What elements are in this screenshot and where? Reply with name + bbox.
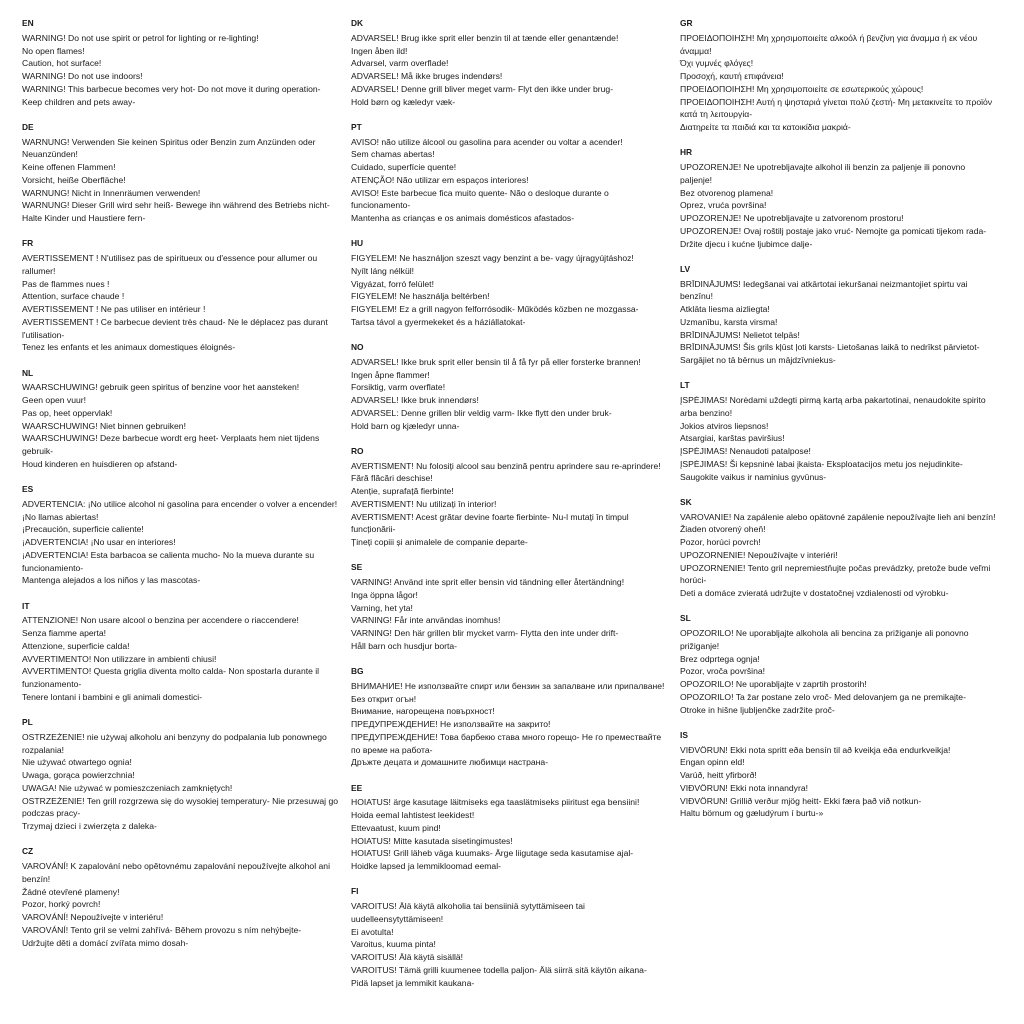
- warning-line: Udržujte děti a domácí zvířata mimo dosah-: [22, 937, 189, 948]
- language-code-heading: IS: [680, 729, 688, 740]
- warning-line: Halte Kinder und Haustiere fern-: [22, 213, 146, 223]
- warning-line: Nie używać otwartego ognia!: [22, 757, 132, 768]
- warning-line: UPOZORENJE! Ne upotrebljavajte u zatvorenom prostoru!: [680, 213, 904, 223]
- warning-line: Hold barn og kjæledyr unna-: [351, 420, 460, 431]
- language-code-heading: HU: [351, 238, 364, 249]
- warning-line: Varoitus, kuuma pinta!: [351, 939, 436, 950]
- warning-line: AVISO! não utilize álcool ou gasolina para acender ou voltar a acender!: [351, 136, 623, 147]
- language-section: [22, 121, 340, 225]
- warning-line: ΠΡΟΕΙΔΟΠΟΙΗΣΗ! Μη χρησιμοποιείτε αλκοόλ ή βενζίνη για άναμμα ή εκ νέου άναμμα!: [680, 32, 978, 56]
- warning-line: UWAGA! Nie używać w pomieszczeniach zamkniętych!: [22, 782, 233, 793]
- warning-line: Håll barn och husdjur borta-: [351, 640, 458, 651]
- warning-line: VARNING! Använd inte sprit eller bensin vid tändning eller återtändning!: [351, 577, 625, 587]
- warning-line: HOIATUS! Grill läheb väga kuumaks- Ärge liigutage seda kasutamise ajal-: [351, 848, 634, 859]
- language-section: [351, 665, 669, 769]
- warning-line: Pas de flammes nues !: [22, 278, 110, 289]
- warning-line: Без открит огън!: [351, 693, 417, 704]
- warning-line: Žádné otevřené plameny!: [22, 886, 120, 897]
- warning-line: AVERTISSEMENT ! Ce barbecue devient très chaud- Ne le déplacez pas durant l'utilisation-: [22, 316, 328, 340]
- warning-line: Țineți copiii și animalele de companie departe-: [351, 537, 528, 547]
- warning-line: AVVERTIMENTO! Non utilizzare in ambienti chiusi!: [22, 653, 217, 664]
- warning-line: AVERTISMENT! Nu folosiți alcool sau benzină pentru aprindere sau re-aprindere!: [351, 460, 661, 471]
- warning-line: ¡ADVERTENCIA! Esta barbacoa se calienta mucho- No la mueva durante su funcionamiento-: [22, 549, 315, 573]
- warning-line: AVERTISSEMENT ! Ne pas utiliser en intérieur !: [22, 304, 206, 314]
- language-code-heading: SL: [680, 613, 691, 624]
- language-section: [680, 729, 998, 820]
- warning-line: Bez otvorenog plamena!: [680, 187, 774, 198]
- language-section: [22, 845, 340, 949]
- warning-line: Όχι γυμνές φλόγες!: [680, 58, 754, 69]
- warning-line: ADVARSEL! Brug ikke sprit eller benzin til at tænde eller genantænde!: [351, 32, 619, 43]
- warning-line: HOIATUS! Mitte kasutada sisetingimustes!: [351, 835, 513, 846]
- column-1: [22, 17, 340, 962]
- language-code-heading: LV: [680, 263, 691, 274]
- warning-line: AVERTISMENT! Nu utilizați în interior!: [351, 498, 497, 509]
- warning-line: OPOZORILO! Ta žar postane zelo vroč- Med delovanjem ga ne premikajte-: [680, 691, 966, 702]
- warning-line: Engan opinn eld!: [680, 757, 745, 768]
- warning-line: ADVARSEL! Ikke bruk sprit eller bensin til å få fyr på eller forsterke brannen!: [351, 356, 641, 367]
- warning-line: Nyílt láng nélkül!: [351, 265, 415, 276]
- warning-line: VIÐVÖRUN! Ekki nota spritt eða bensín til að kveikja eða endurkveikja!: [680, 744, 951, 755]
- warning-line: FIGYELEM! Ne használjon szeszt vagy benzint a be- vagy újragyújtáshoz!: [351, 253, 634, 263]
- warning-line: OSTRZEŻENIE! nie używaj alkoholu ani benzyny do podpalania lub ponownego rozpalania!: [22, 731, 327, 755]
- language-code-heading: NO: [351, 342, 364, 352]
- warning-line: Διατηρείτε τα παιδιά και τα κατοικίδια μακριά-: [680, 122, 851, 132]
- warning-line: WARNUNG! Verwenden Sie keinen Spiritus oder Benzin zum Anzünden oder Neuanzünden!: [22, 136, 316, 160]
- language-code-heading: LT: [680, 380, 690, 391]
- language-code-heading: FI: [351, 886, 359, 897]
- warning-line: ПРЕДУПРЕЖДЕНИЕ! Това барбекю става много горещо- Не го премествайте по време на работа-: [351, 731, 662, 755]
- warning-line: UPOZORENJE! Ne upotrebljavajte alkohol ili benzin za paljenje ili ponovno paljenje!: [680, 162, 966, 185]
- warning-line: Varning, het yta!: [351, 602, 413, 613]
- language-section: [680, 612, 998, 716]
- language-section: [22, 716, 340, 833]
- language-section: [351, 17, 669, 108]
- warning-line: VAROVÁNÍ! Nepoužívejte v interiéru!: [22, 912, 164, 922]
- warning-line: WARNUNG! Dieser Grill wird sehr heiß- Bewege ihn während des Betriebs nicht-: [22, 200, 330, 211]
- warning-line: Keine offenen Flammen!: [22, 162, 116, 172]
- language-code-heading: EE: [351, 782, 363, 793]
- language-section: [680, 496, 998, 600]
- warning-line: VAROITUS! Älä käytä sisällä!: [351, 952, 464, 962]
- warning-line: No open flames!: [22, 45, 85, 56]
- warning-line: Sargājiet no tā bērnus un mājdzīvniekus-: [680, 355, 836, 365]
- warning-line: Sem chamas abertas!: [351, 149, 435, 160]
- language-code-heading: BG: [351, 666, 364, 676]
- warning-line: Geen open vuur!: [22, 395, 87, 405]
- warning-line: VIÐVÖRUN! Grillið verður mjög heitt- Ekki færa það við notkun-: [680, 795, 922, 806]
- warning-line: AVVERTIMENTO! Questa griglia diventa molto calda- Non spostarla durante il funzionamento-: [22, 666, 320, 689]
- warning-line: Houd kinderen en huisdieren op afstand-: [22, 458, 178, 469]
- warning-line: Atklāta liesma aizliegta!: [680, 304, 770, 314]
- warning-line: VAROITUS! Tämä grilli kuumenee todella paljon- Älä siirrä sitä käytön aikana-: [351, 964, 647, 975]
- warning-line: Varúð, heitt yfirborð!: [680, 770, 757, 780]
- warning-line: VAROITUS! Älä käytä alkoholia tai bensiiniä sytyttämiseen tai uudelleensytyttämiseen!: [351, 901, 585, 924]
- warning-line: Brez odprtega ognja!: [680, 653, 760, 664]
- language-code-heading: RO: [351, 445, 364, 456]
- warning-line: WAARSCHUWING! Niet binnen gebruiken!: [22, 420, 186, 431]
- warning-line: Držite djecu i kućne ljubimce dalje-: [680, 238, 813, 249]
- warning-line: UPOZORNENIE! Tento gril nepremiestňujte počas prevádzky, pretože bude veľmi horúci-: [680, 562, 991, 586]
- warning-line: Pidä lapset ja lemmikit kaukana-: [351, 977, 475, 988]
- warning-line: WARNING! Do not use spirit or petrol for lighting or re-lighting!: [22, 32, 259, 43]
- warning-line: Inga öppna lågor!: [351, 589, 418, 600]
- warning-line: Attention, surface chaude !: [22, 291, 125, 302]
- warning-line: ADVARSEL! Ikke bruk innendørs!: [351, 395, 479, 405]
- warning-line: Προσοχή, καυτή επιφάνεια!: [680, 71, 784, 81]
- warning-line: Ei avotulta!: [351, 926, 394, 937]
- warning-line: Atenție, suprafață fierbinte!: [351, 486, 454, 496]
- language-section: [680, 146, 998, 250]
- warning-line: Ettevaatust, kuum pind!: [351, 822, 441, 833]
- warning-line: Senza fiamme aperta!: [22, 628, 107, 638]
- warning-line: OPOZORILO! Ne uporabljajte alkohola ali bencina za prižiganje ali ponovno prižiganje!: [680, 628, 969, 651]
- warning-line: Forsiktig, varm overflate!: [351, 382, 446, 393]
- warning-line: Pozor, horúci povrch!: [680, 537, 761, 547]
- warning-line: Keep children and pets away-: [22, 96, 136, 107]
- warning-line: Cuidado, superfície quente!: [351, 162, 457, 172]
- warning-line: Pozor, vroča površina!: [680, 666, 766, 677]
- warning-line: ΠΡΟΕΙΔΟΠΟΙΗΣΗ! Μη χρησιμοποιείτε σε εσωτερικούς χώρους!: [680, 83, 924, 94]
- warning-line: ADVERTENCIA: ¡No utilice alcohol ni gasolina para encender o volver a encender!: [22, 498, 338, 509]
- warning-line: Advarsel, varm overflade!: [351, 58, 449, 69]
- warning-line: AVERTISSEMENT ! N'utilisez pas de spiritueux ou d'essence pour allumer ou rallumer!: [22, 253, 318, 276]
- warning-line: Mantenha as crianças e os animais domésticos afastados-: [351, 213, 575, 223]
- column-3: [680, 17, 998, 833]
- warning-line: ΠΡΟΕΙΔΟΠΟΙΗΣΗ! Αυτή η ψησταριά γίνεται πολύ ζεστή- Μη μετακινείτε το προϊόν κατά τη λειτουργία-: [680, 96, 993, 120]
- warning-line: Atsargiai, karštas paviršius!: [680, 433, 785, 444]
- warning-line: Vorsicht, heiße Oberfläche!: [22, 174, 126, 185]
- warning-line: Pozor, horký povrch!: [22, 899, 101, 910]
- warning-line: BRĪDINĀJUMS! Iedegšanai vai atkārtotai iekuršanai neizmantojiet spirtu vai benzīnu!: [680, 278, 968, 302]
- language-section: [22, 17, 340, 108]
- language-code-heading: NL: [22, 367, 34, 378]
- warning-line: ¡Precaución, superficie caliente!: [22, 524, 144, 535]
- warning-line: FIGYELEM! Ne használja beltérben!: [351, 291, 490, 302]
- warning-line: BRĪDINĀJUMS! Nelietot telpās!: [680, 329, 800, 340]
- language-code-heading: ES: [22, 484, 34, 494]
- warning-line: WAARSCHUWING! gebruik geen spiritus of benzine voor het aansteken!: [22, 382, 300, 393]
- warning-line: WAARSCHUWING! Deze barbecue wordt erg heet- Verplaats hem niet tijdens gebruik-: [22, 433, 320, 456]
- warning-line: Uwaga, gorąca powierzchnia!: [22, 770, 135, 780]
- language-section: [22, 237, 340, 354]
- warning-line: Ingen åpne flammer!: [351, 369, 430, 380]
- language-section: [351, 341, 669, 432]
- warning-line: Uzmanību, karsta virsma!: [680, 316, 778, 327]
- warning-line: WARNUNG! Nicht in Innenräumen verwenden!: [22, 187, 201, 198]
- warning-line: AVISO! Este barbecue fica muito quente- Não o desloque durante o funcionamento-: [351, 187, 609, 211]
- warning-line: ĮSPĖJIMAS! Ši kepsninė labai įkaista- Eksploatacijos metu jos nejudinkite-: [680, 458, 963, 469]
- warning-line: WARNING! Do not use indoors!: [22, 71, 143, 81]
- warning-line: UPOZORNENIE! Nepoužívajte v interiéri!: [680, 549, 838, 560]
- warning-line: OSTRZEŻENIE! Ten grill rozgrzewa się do wysokiej temperatury- Nie przesuwaj go podczas pracy-: [22, 795, 339, 819]
- warning-line: Jokios atviros liepsnos!: [680, 420, 769, 431]
- warning-line: Žiaden otvorený oheň!: [680, 524, 766, 535]
- language-section: [351, 237, 669, 328]
- column-2: [351, 17, 669, 1002]
- warning-line: Pas op, heet oppervlak!: [22, 407, 113, 418]
- warning-line: BRĪDINĀJUMS! Šis grils kļūst ļoti karsts- Lietošanas laikā to nedrīkst pārvietot-: [680, 342, 980, 353]
- language-section: [680, 263, 998, 367]
- warning-line: ¡No llamas abiertas!: [22, 511, 99, 522]
- warning-line: ĮSPĖJIMAS! Norėdami uždegti pirmą kartą arba pakartotinai, nenaudokite spirito arba benzino!: [680, 395, 986, 418]
- warning-line: OPOZORILO! Ne uporabljajte v zaprtih prostorih!: [680, 679, 867, 689]
- warning-line: Внимание, нагорещена повърхност!: [351, 706, 495, 717]
- language-section: [680, 17, 998, 134]
- warning-line: Hoida eemal lahtistest leekidest!: [351, 810, 475, 820]
- language-code-heading: HR: [680, 147, 693, 158]
- language-code-heading: DK: [351, 18, 364, 28]
- warning-line: ATENÇÃO! Não utilizar em espaços interiores!: [351, 174, 529, 185]
- warning-line: Otroke in hišne ljubljenčke zadržite proč-: [680, 704, 835, 715]
- warning-line: VIÐVÖRUN! Ekki nota innandyra!: [680, 782, 809, 793]
- warning-line: ADVARSEL: Denne grillen blir veldig varm- Ikke flytt den under bruk-: [351, 407, 612, 418]
- language-code-heading: DE: [22, 121, 34, 132]
- warning-line: Attenzione, superficie calda!: [22, 640, 130, 651]
- language-code-heading: GR: [680, 18, 693, 28]
- warning-line: Ingen åben ild!: [351, 45, 408, 56]
- language-code-heading: FR: [22, 238, 34, 249]
- warning-line: ATTENZIONE! Non usare alcool o benzina per accendere o riaccendere!: [22, 615, 299, 626]
- warning-line: VAROVANIE! Na zapálenie alebo opätovné zapálenie nepoužívajte lieh ani benzín!: [680, 511, 996, 522]
- warning-line: VARNING! Får inte användas inomhus!: [351, 615, 501, 626]
- language-code-heading: IT: [22, 600, 30, 611]
- language-section: [351, 885, 669, 989]
- warning-line: VAROVÁNÍ! Tento gril se velmi zahřívá- Během provozu s ním nehýbejte-: [22, 924, 302, 935]
- language-section: [22, 367, 340, 471]
- language-code-heading: EN: [22, 18, 34, 28]
- language-section: [351, 782, 669, 873]
- warning-line: Vigyázat, forró felület!: [351, 278, 434, 289]
- warning-line: ПРЕДУПРЕЖДЕНИЕ! Не използвайте на закрито!: [351, 719, 551, 729]
- warning-line: Caution, hot surface!: [22, 58, 102, 69]
- warning-line: Trzymaj dzieci i zwierzęta z daleka-: [22, 821, 157, 831]
- warning-line: HOIATUS! ärge kasutage läitmiseks ega taaslätmiseks piiritust ega bensiini!: [351, 797, 640, 808]
- warning-line: ĮSPĖJIMAS! Nenaudoti patalpose!: [680, 446, 811, 456]
- language-code-heading: SE: [351, 562, 363, 573]
- warning-line: VARNING! Den här grillen blir mycket varm- Flytta den inte under drift-: [351, 628, 619, 638]
- warning-line: ВНИМАНИЕ! Не използвайте спирт или бензин за запалване или припалване!: [351, 680, 665, 691]
- language-section: [680, 379, 998, 483]
- warning-line: VAROVÁNÍ! K zapalování nebo opětovnému zapalování nepoužívejte alkohol ani benzín!: [22, 861, 330, 884]
- language-code-heading: PL: [22, 717, 33, 727]
- language-section: [351, 121, 669, 225]
- warning-line: Oprez, vruća površina!: [680, 200, 767, 211]
- language-code-heading: CZ: [22, 846, 34, 857]
- warning-line: Saugokite vaikus ir naminius gyvūnus-: [680, 471, 827, 482]
- warning-line: Дръжте децата и домашните любимци настрана-: [351, 757, 549, 768]
- language-section: [22, 483, 340, 587]
- warning-line: UPOZORENJE! Ovaj roštilj postaje jako vruć- Nemojte ga pomicati tijekom rada-: [680, 225, 987, 236]
- warning-line: ADVARSEL! Denne grill bliver meget varm- Flyt den ikke under brug-: [351, 83, 614, 94]
- warning-line: Tartsa távol a gyermekeket és a háziállatokat-: [351, 316, 526, 327]
- warning-line: Hoidke lapsed ja lemmikloomad eemal-: [351, 861, 501, 871]
- language-section: [351, 561, 669, 652]
- language-section: [351, 445, 669, 549]
- warning-line: Mantenga alejados a los niños y las mascotas-: [22, 575, 201, 586]
- language-section: [22, 600, 340, 704]
- warning-line: ¡ADVERTENCIA! ¡No usar en interiores!: [22, 537, 176, 547]
- warning-line: Fără flăcări deschise!: [351, 473, 433, 484]
- warning-line: FIGYELEM! Ez a grill nagyon felforrósodik- Működés közben ne mozgassa-: [351, 304, 639, 314]
- warning-line: Hold børn og kæledyr væk-: [351, 96, 456, 107]
- warning-line: AVERTISMENT! Acest grătar devine foarte fierbinte- Nu-l mutați în timpul funcționării-: [351, 511, 629, 535]
- language-code-heading: SK: [680, 496, 692, 507]
- warning-line: Deti a domáce zvieratá udržujte v dostatočnej vzdialenosti od výrobku-: [680, 588, 949, 598]
- warning-line: Tenere lontani i bambini e gli animali domestici-: [22, 691, 203, 702]
- warning-line: ADVARSEL! Må ikke bruges indendørs!: [351, 71, 503, 81]
- warning-line: WARNING! This barbecue becomes very hot- Do not move it during operation-: [22, 83, 321, 94]
- warning-line: Tenez les enfants et les animaux domestiques éloignés-: [22, 342, 236, 353]
- warning-line: Haltu börnum og gæludýrum í burtu-»: [680, 808, 824, 819]
- language-code-heading: PT: [351, 121, 362, 132]
